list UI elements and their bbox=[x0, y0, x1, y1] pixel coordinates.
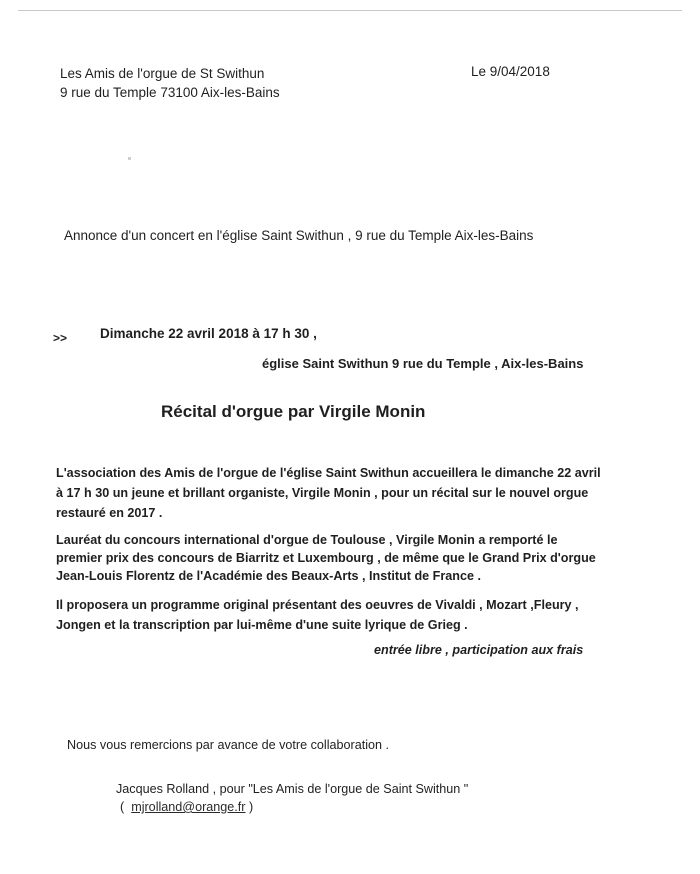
recital-title: Récital d'orgue par Virgile Monin bbox=[161, 402, 426, 421]
event-marker: >> bbox=[53, 331, 68, 345]
paragraph-laureat bbox=[56, 531, 656, 585]
paragraph-association bbox=[56, 463, 656, 523]
sender-name: Les Amis de l'orgue de St Swithun bbox=[60, 66, 265, 81]
paragraph-line: Jean-Louis Florentz de l'Académie des Beaux-Arts , Institut de France . bbox=[56, 569, 481, 583]
paragraph-line: Jongen et la transcription par lui-même d'une suite lyrique de Grieg . bbox=[56, 618, 468, 632]
paragraph-line: Lauréat du concours international d'orgue de Toulouse , Virgile Monin a remporté le bbox=[56, 533, 558, 547]
paragraph-line: L'association des Amis de l'orgue de l'église Saint Swithun accueillera le dimanche 22 avril bbox=[56, 466, 601, 480]
paragraph-line: premier prix des concours de Biarritz et Luxembourg , de même que le Grand Prix d'orgue bbox=[56, 551, 596, 565]
event-datetime: Dimanche 22 avril 2018 à 17 h 30 , bbox=[100, 326, 317, 341]
email-paren-open: ( bbox=[120, 800, 132, 814]
sender-street: 9 rue du Temple 73100 Aix-les-Bains bbox=[60, 85, 280, 100]
letter-date: Le 9/04/2018 bbox=[471, 64, 550, 79]
signature-block bbox=[116, 780, 468, 816]
entry-note: entrée libre , participation aux frais bbox=[374, 643, 584, 657]
thanks-line: Nous vous remercions par avance de votre collaboration . bbox=[67, 738, 390, 752]
email-paren-close: ) bbox=[245, 800, 254, 814]
announcement-line: Annonce d'un concert en l'église Saint Swithun , 9 rue du Temple Aix-les-Bains bbox=[64, 228, 534, 243]
paragraph-line: à 17 h 30 un jeune et brillant organiste, Virgile Monin , pour un récital sur le nouvel orgue bbox=[56, 486, 589, 500]
scan-edge-line bbox=[18, 10, 682, 11]
event-location: église Saint Swithun 9 rue du Temple , Aix-les-Bains bbox=[262, 356, 584, 371]
contact-line bbox=[116, 798, 468, 816]
signer-line: Jacques Rolland , pour "Les Amis de l'orgue de Saint Swithun " bbox=[116, 782, 469, 796]
paragraph-line: Il proposera un programme original présentant des oeuvres de Vivaldi , Mozart ,Fleury , bbox=[56, 598, 579, 612]
paragraph-programme bbox=[56, 595, 656, 635]
paragraph-line: restauré en 2017 . bbox=[56, 506, 163, 520]
scan-speck bbox=[128, 157, 131, 160]
email-link[interactable]: mjrolland@orange.fr bbox=[131, 800, 246, 814]
sender-address bbox=[60, 64, 280, 102]
